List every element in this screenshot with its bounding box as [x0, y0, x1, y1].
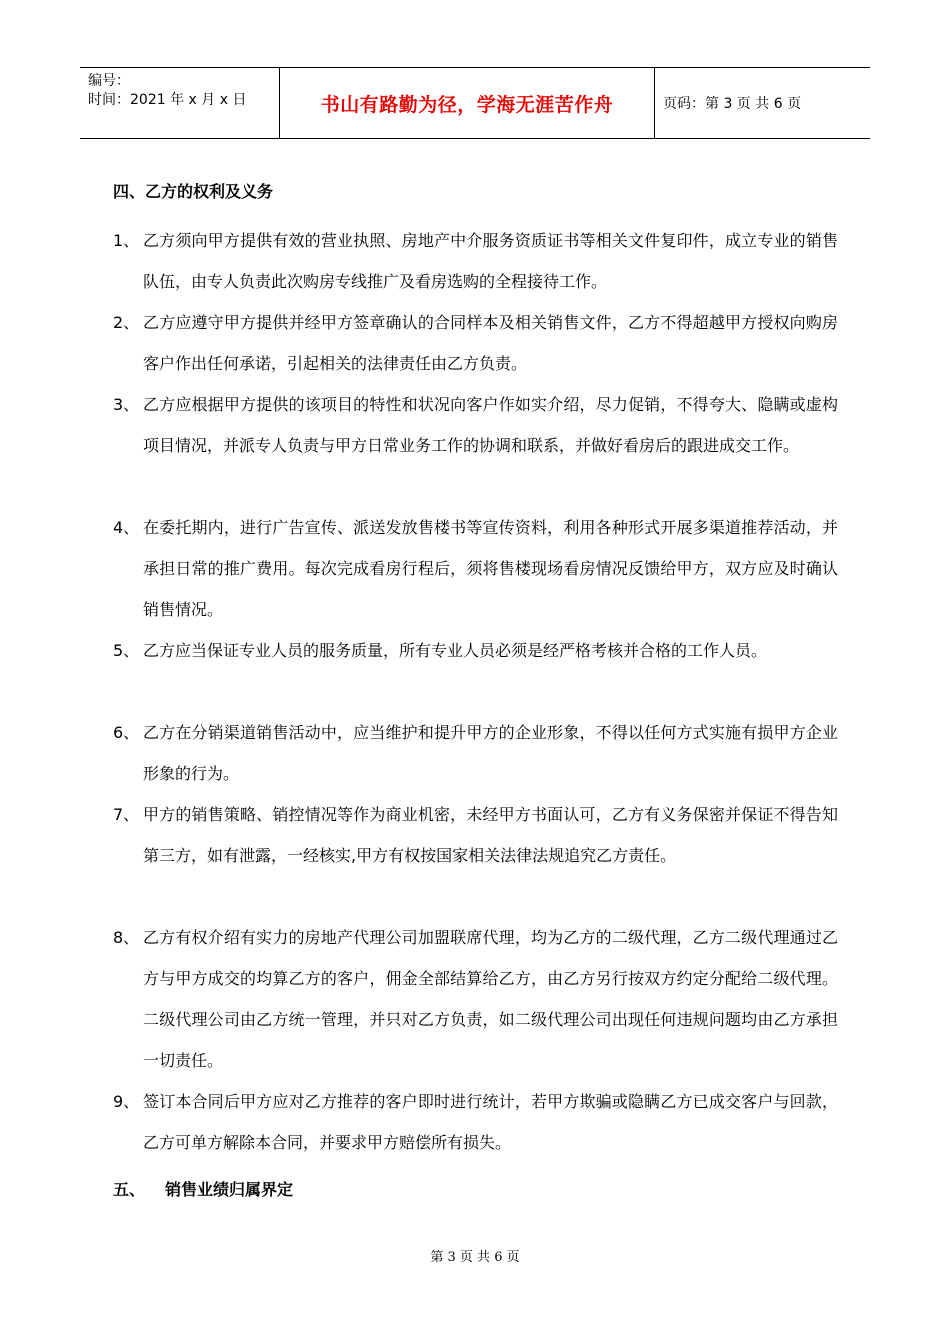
item-number: 8、 [113, 928, 140, 947]
item-number: 6、 [113, 723, 140, 742]
section-5-title [113, 1180, 293, 1200]
list-item [113, 507, 838, 630]
item-number: 1、 [113, 231, 140, 250]
header-meta [80, 68, 280, 138]
header-motto: 书山有路勤为径，学海无涯苦作舟 [280, 68, 655, 138]
document-number-label: 编号： [88, 73, 130, 89]
item-text: 乙方应遵守甲方提供并经甲方签章确认的合同样本及相关销售文件，乙方不得超越甲方授权向购房客户作出任何承诺，引起相关的法律责任由乙方负责。 [143, 313, 838, 373]
item-text: 签订本合同后甲方应对乙方推荐的客户即时进行统计，若甲方欺骗或隐瞒乙方已成交客户与回款，乙方可单方解除本合同，并要求甲方赔偿所有损失。 [143, 1092, 838, 1152]
item-number: 3、 [113, 395, 140, 414]
item-number: 9、 [113, 1092, 140, 1111]
list-item [113, 630, 838, 671]
section-5-text: 销售业绩归属界定 [165, 1180, 294, 1199]
item-text: 乙方有权介绍有实力的房地产代理公司加盟联席代理，均为乙方的二级代理，乙方二级代理通过乙方与甲方成交的均算乙方的客户，佣金全部结算给乙方，由乙方另行按双方约定分配给二级代理。二级代理公司由乙方统一管理，并只对乙方负责，如二级代理公司出现任何违规问题均由乙方承担一切责任。 [143, 928, 838, 1070]
item-number: 7、 [113, 805, 140, 824]
header-page-label: 页码：第 3 页 共 6 页 [663, 96, 802, 112]
list-item [113, 794, 838, 876]
list-item [113, 384, 838, 466]
item-number: 4、 [113, 518, 140, 537]
item-number: 5、 [113, 641, 140, 660]
item-text: 在委托期内，进行广告宣传、派送发放售楼书等宣传资料，利用各种形式开展多渠道推荐活动，并承担日常的推广费用。每次完成看房行程后，须将售楼现场看房情况反馈给甲方，双方应及时确认销售情况。 [143, 518, 838, 619]
list-item [113, 917, 838, 1081]
item-text: 乙方须向甲方提供有效的营业执照、房地产中介服务资质证书等相关文件复印件，成立专业的销售队伍，由专人负责此次购房专线推广及看房选购的全程接待工作。 [143, 231, 838, 291]
document-time-label: 时间：2021 年 x 月 x 日 [88, 92, 247, 108]
item-text: 乙方在分销渠道销售活动中，应当维护和提升甲方的企业形象，不得以任何方式实施有损甲方企业形象的行为。 [143, 723, 838, 783]
list-item [113, 302, 838, 384]
document-header [80, 67, 870, 139]
page-footer: 第 3 页 共 6 页 [430, 1250, 520, 1265]
item-text: 乙方应根据甲方提供的该项目的特性和状况向客户作如实介绍，尽力促销，不得夸大、隐瞒或虚构项目情况，并派专人负责与甲方日常业务工作的协调和联系，并做好看房后的跟进成交工作。 [143, 395, 838, 455]
item-text: 甲方的销售策略、销控情况等作为商业机密，未经甲方书面认可，乙方有义务保密并保证不得告知第三方，如有泄露，一经核实,甲方有权按国家相关法律法规追究乙方责任。 [143, 805, 838, 865]
section-5-number: 五、 [113, 1180, 146, 1199]
list-item [113, 1081, 838, 1163]
section-4-title: 四、乙方的权利及义务 [113, 182, 274, 201]
list-item [113, 712, 838, 794]
item-text: 乙方应当保证专业人员的服务质量，所有专业人员必须是经严格考核并合格的工作人员。 [143, 641, 768, 660]
list-item [113, 220, 838, 302]
item-number: 2、 [113, 313, 140, 332]
